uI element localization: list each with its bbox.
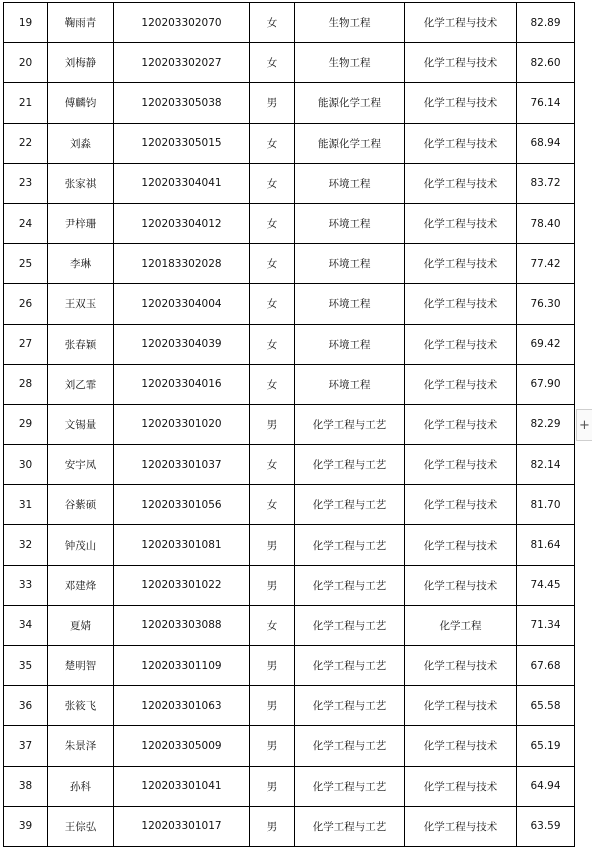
major-cell: 化学工程与工艺 xyxy=(295,726,405,766)
row-number-cell: 24 xyxy=(4,203,48,243)
major-cell: 能源化学工程 xyxy=(295,83,405,123)
gender-cell: 男 xyxy=(250,525,295,565)
name-cell: 楚明智 xyxy=(48,646,114,686)
gender-cell: 男 xyxy=(250,404,295,444)
table-row xyxy=(4,83,575,123)
major-cell: 化学工程与工艺 xyxy=(295,404,405,444)
score-cell: 71.34 xyxy=(517,605,575,645)
gender-cell: 男 xyxy=(250,646,295,686)
table-row xyxy=(4,123,575,163)
row-number-cell: 36 xyxy=(4,686,48,726)
row-number-cell: 29 xyxy=(4,404,48,444)
table-row xyxy=(4,163,575,203)
name-cell: 刘乙霏 xyxy=(48,364,114,404)
score-cell: 82.14 xyxy=(517,445,575,485)
table-row xyxy=(4,806,575,846)
major-cell: 能源化学工程 xyxy=(295,123,405,163)
table-row xyxy=(4,404,575,444)
gender-cell: 男 xyxy=(250,686,295,726)
student-id-cell: 120203301063 xyxy=(114,686,250,726)
name-cell: 鞠雨青 xyxy=(48,3,114,43)
score-cell: 67.68 xyxy=(517,646,575,686)
name-cell: 张春颖 xyxy=(48,324,114,364)
major-cell: 环境工程 xyxy=(295,203,405,243)
name-cell: 邓建烽 xyxy=(48,565,114,605)
student-id-cell: 120203301017 xyxy=(114,806,250,846)
name-cell: 夏婧 xyxy=(48,605,114,645)
row-insert-handle[interactable] xyxy=(576,409,592,441)
name-cell: 王双玉 xyxy=(48,284,114,324)
target-discipline-cell: 化学工程与技术 xyxy=(405,485,517,525)
table-row xyxy=(4,3,575,43)
major-cell: 生物工程 xyxy=(295,3,405,43)
name-cell: 谷紫硕 xyxy=(48,485,114,525)
student-id-cell: 120203305009 xyxy=(114,726,250,766)
target-discipline-cell: 化学工程与技术 xyxy=(405,686,517,726)
row-number-cell: 25 xyxy=(4,244,48,284)
table-row xyxy=(4,565,575,605)
row-number-cell: 19 xyxy=(4,3,48,43)
row-number-cell: 23 xyxy=(4,163,48,203)
table-row xyxy=(4,324,575,364)
table-row xyxy=(4,244,575,284)
score-cell: 74.45 xyxy=(517,565,575,605)
table-row xyxy=(4,726,575,766)
target-discipline-cell: 化学工程与技术 xyxy=(405,404,517,444)
student-id-cell: 120203304039 xyxy=(114,324,250,364)
gender-cell: 女 xyxy=(250,605,295,645)
name-cell: 尹梓珊 xyxy=(48,203,114,243)
name-cell: 安宇凤 xyxy=(48,445,114,485)
gender-cell: 男 xyxy=(250,806,295,846)
table-row xyxy=(4,646,575,686)
name-cell: 朱景泽 xyxy=(48,726,114,766)
major-cell: 生物工程 xyxy=(295,43,405,83)
target-discipline-cell: 化学工程与技术 xyxy=(405,244,517,284)
student-id-cell: 120203305038 xyxy=(114,83,250,123)
score-cell: 78.40 xyxy=(517,203,575,243)
gender-cell: 女 xyxy=(250,163,295,203)
student-id-cell: 120203301037 xyxy=(114,445,250,485)
gender-cell: 女 xyxy=(250,203,295,243)
target-discipline-cell: 化学工程与技术 xyxy=(405,445,517,485)
row-number-cell: 26 xyxy=(4,284,48,324)
target-discipline-cell: 化学工程 xyxy=(405,605,517,645)
name-cell: 张筱飞 xyxy=(48,686,114,726)
score-cell: 77.42 xyxy=(517,244,575,284)
student-id-cell: 120203301020 xyxy=(114,404,250,444)
table-row xyxy=(4,203,575,243)
target-discipline-cell: 化学工程与技术 xyxy=(405,766,517,806)
row-number-cell: 34 xyxy=(4,605,48,645)
row-number-cell: 22 xyxy=(4,123,48,163)
student-id-cell: 120203301041 xyxy=(114,766,250,806)
table-row xyxy=(4,525,575,565)
row-number-cell: 21 xyxy=(4,83,48,123)
target-discipline-cell: 化学工程与技术 xyxy=(405,364,517,404)
name-cell: 刘梅静 xyxy=(48,43,114,83)
student-id-cell: 120203301081 xyxy=(114,525,250,565)
student-score-table xyxy=(3,2,575,847)
score-cell: 65.58 xyxy=(517,686,575,726)
row-number-cell: 32 xyxy=(4,525,48,565)
major-cell: 化学工程与工艺 xyxy=(295,445,405,485)
target-discipline-cell: 化学工程与技术 xyxy=(405,324,517,364)
name-cell: 孙科 xyxy=(48,766,114,806)
student-id-cell: 120203304016 xyxy=(114,364,250,404)
table-body xyxy=(4,3,575,847)
target-discipline-cell: 化学工程与技术 xyxy=(405,565,517,605)
gender-cell: 女 xyxy=(250,324,295,364)
major-cell: 化学工程与工艺 xyxy=(295,766,405,806)
score-cell: 82.60 xyxy=(517,43,575,83)
row-number-cell: 27 xyxy=(4,324,48,364)
gender-cell: 男 xyxy=(250,766,295,806)
gender-cell: 女 xyxy=(250,364,295,404)
table-row xyxy=(4,43,575,83)
gender-cell: 女 xyxy=(250,445,295,485)
target-discipline-cell: 化学工程与技术 xyxy=(405,284,517,324)
gender-cell: 男 xyxy=(250,565,295,605)
score-cell: 67.90 xyxy=(517,364,575,404)
gender-cell: 女 xyxy=(250,3,295,43)
target-discipline-cell: 化学工程与技术 xyxy=(405,3,517,43)
row-number-cell: 20 xyxy=(4,43,48,83)
score-cell: 69.42 xyxy=(517,324,575,364)
score-cell: 82.29 xyxy=(517,404,575,444)
gender-cell: 女 xyxy=(250,485,295,525)
target-discipline-cell: 化学工程与技术 xyxy=(405,43,517,83)
major-cell: 化学工程与工艺 xyxy=(295,525,405,565)
student-id-cell: 120203304012 xyxy=(114,203,250,243)
major-cell: 环境工程 xyxy=(295,244,405,284)
target-discipline-cell: 化学工程与技术 xyxy=(405,806,517,846)
target-discipline-cell: 化学工程与技术 xyxy=(405,525,517,565)
name-cell: 傅麟钧 xyxy=(48,83,114,123)
gender-cell: 男 xyxy=(250,83,295,123)
score-cell: 81.70 xyxy=(517,485,575,525)
major-cell: 化学工程与工艺 xyxy=(295,565,405,605)
target-discipline-cell: 化学工程与技术 xyxy=(405,83,517,123)
student-id-cell: 120203304041 xyxy=(114,163,250,203)
target-discipline-cell: 化学工程与技术 xyxy=(405,163,517,203)
row-number-cell: 33 xyxy=(4,565,48,605)
plus-icon: + xyxy=(579,417,590,433)
table-row xyxy=(4,605,575,645)
table-row xyxy=(4,445,575,485)
score-cell: 68.94 xyxy=(517,123,575,163)
major-cell: 化学工程与工艺 xyxy=(295,646,405,686)
table-row xyxy=(4,766,575,806)
row-number-cell: 35 xyxy=(4,646,48,686)
major-cell: 化学工程与工艺 xyxy=(295,605,405,645)
name-cell: 文锡量 xyxy=(48,404,114,444)
major-cell: 化学工程与工艺 xyxy=(295,485,405,525)
table-row xyxy=(4,686,575,726)
score-cell: 82.89 xyxy=(517,3,575,43)
score-cell: 81.64 xyxy=(517,525,575,565)
name-cell: 王倧弘 xyxy=(48,806,114,846)
name-cell: 李琳 xyxy=(48,244,114,284)
name-cell: 刘淼 xyxy=(48,123,114,163)
score-cell: 76.30 xyxy=(517,284,575,324)
target-discipline-cell: 化学工程与技术 xyxy=(405,203,517,243)
name-cell: 张家祺 xyxy=(48,163,114,203)
row-number-cell: 30 xyxy=(4,445,48,485)
score-cell: 64.94 xyxy=(517,766,575,806)
table-row xyxy=(4,485,575,525)
student-id-cell: 120203305015 xyxy=(114,123,250,163)
name-cell: 钟茂山 xyxy=(48,525,114,565)
row-number-cell: 31 xyxy=(4,485,48,525)
gender-cell: 男 xyxy=(250,726,295,766)
target-discipline-cell: 化学工程与技术 xyxy=(405,646,517,686)
score-cell: 63.59 xyxy=(517,806,575,846)
row-number-cell: 37 xyxy=(4,726,48,766)
score-cell: 65.19 xyxy=(517,726,575,766)
student-id-cell: 120203303088 xyxy=(114,605,250,645)
student-id-cell: 120203302070 xyxy=(114,3,250,43)
student-id-cell: 120203304004 xyxy=(114,284,250,324)
major-cell: 化学工程与工艺 xyxy=(295,806,405,846)
gender-cell: 女 xyxy=(250,244,295,284)
student-id-cell: 120203301022 xyxy=(114,565,250,605)
gender-cell: 女 xyxy=(250,284,295,324)
major-cell: 环境工程 xyxy=(295,163,405,203)
student-id-cell: 120203301109 xyxy=(114,646,250,686)
student-id-cell: 120183302028 xyxy=(114,244,250,284)
target-discipline-cell: 化学工程与技术 xyxy=(405,726,517,766)
major-cell: 环境工程 xyxy=(295,324,405,364)
major-cell: 环境工程 xyxy=(295,364,405,404)
row-number-cell: 28 xyxy=(4,364,48,404)
student-id-cell: 120203301056 xyxy=(114,485,250,525)
major-cell: 化学工程与工艺 xyxy=(295,686,405,726)
score-cell: 76.14 xyxy=(517,83,575,123)
major-cell: 环境工程 xyxy=(295,284,405,324)
table-row xyxy=(4,284,575,324)
gender-cell: 女 xyxy=(250,123,295,163)
target-discipline-cell: 化学工程与技术 xyxy=(405,123,517,163)
row-number-cell: 39 xyxy=(4,806,48,846)
gender-cell: 女 xyxy=(250,43,295,83)
table-row xyxy=(4,364,575,404)
row-number-cell: 38 xyxy=(4,766,48,806)
student-id-cell: 120203302027 xyxy=(114,43,250,83)
score-cell: 83.72 xyxy=(517,163,575,203)
